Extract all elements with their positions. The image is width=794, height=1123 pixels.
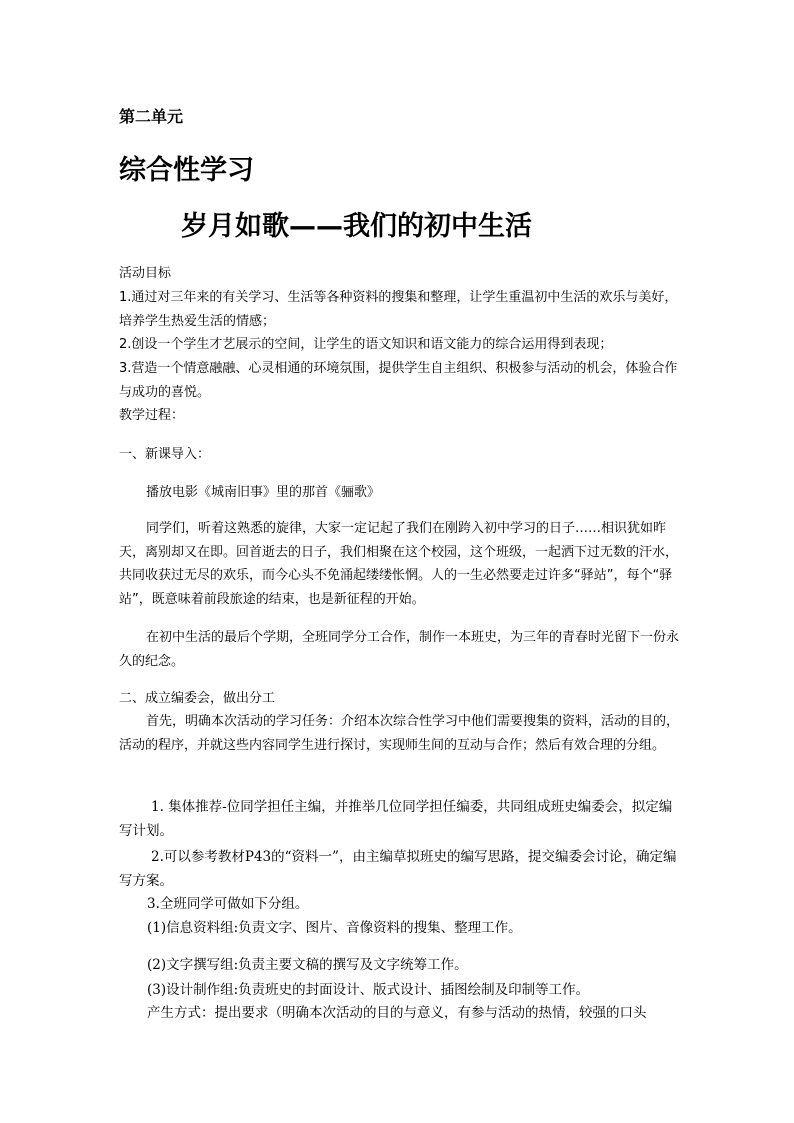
objective-1: 1.通过对三年来的有关学习、生活等各种资料的搜集和整理，让学生重温初中生活的欢乐与美好，培养学生热爱生活的情感； [119,290,678,329]
process-heading: 教学过程： [119,408,185,423]
section-title: 综合性学习 [119,155,254,186]
play-line: 播放电影《城南旧事》里的那首《骊歌》 [146,485,381,500]
objectives-heading: 活动目标 [119,266,172,281]
step-1: 1. 集体推荐-位同学担任主编，并推举几位同学担任编委，共同组成班史编委会，拟定编写计划。 [119,799,673,839]
group-1: (1)信息资料组:负责文字、图片、音像资料的搜集、整理工作。 [147,920,522,936]
group-2: (2)文字撰写组:负责主要文稿的撰写及文字统筹工作。 [147,957,468,973]
class-history-paragraph: 在初中生活的最后个学期，全班同学分工合作，制作一本班史，为三年的青春时光留下一份永久的纪念。 [119,630,680,669]
intro-paragraph: 同学们，听着这熟悉的旋律，大家一定记起了我们在刚跨入初中学习的日子……相识犹如昨天，离别却又在即。回首逝去的日子，我们相聚在这个校园，这个班级，一起洒下过无数的汗水，共同收获过无尽的欢乐，而今心头不免涌起缕缕怅惘。人的一生必然要走过许多“驿站”，每个“驿站”，既意味着前段旅途的结束，也是新征程的开始。 [119,521,679,607]
task-paragraph: 首先，明确本次活动的学习任务：介绍本次综合性学习中他们需要搜集的资料，活动的目的，活动的程序，并就这些内容同学生进行探讨，实现师生间的互动与合作；然后有效合理的分组。 [119,714,680,753]
part2-heading: 二、成立编委会，做出分工 [119,691,276,706]
unit-label: 第二单元 [119,107,184,126]
step-3: 3.全班同学可做如下分组。 [147,896,309,912]
group-3: (3)设计制作组:负责班史的封面设计、版式设计、插图绘制及印制等工作。 [147,982,590,998]
objective-3: 3.营造一个情意融融、心灵相通的环境氛围，提供学生自主组织、积极参与活动的机会，体验合作与成功的喜悦。 [119,361,678,400]
objective-2: 2.创设一个学生才艺展示的空间，让学生的语文知识和语文能力的综合运用得到表现； [119,337,613,352]
lesson-title: 岁月如歌——我们的初中生活 [181,211,532,242]
part1-heading: 一、新课导入： [119,447,211,462]
method-line: 产生方式：提出要求（明确本次活动的目的与意义，有参与活动的热情，较强的口头 [147,1005,647,1021]
step-2: 2.可以参考教材P43的“资料一”，由主编草拟班史的编写思路，提交编委会讨论，确定编写方案。 [119,849,677,889]
